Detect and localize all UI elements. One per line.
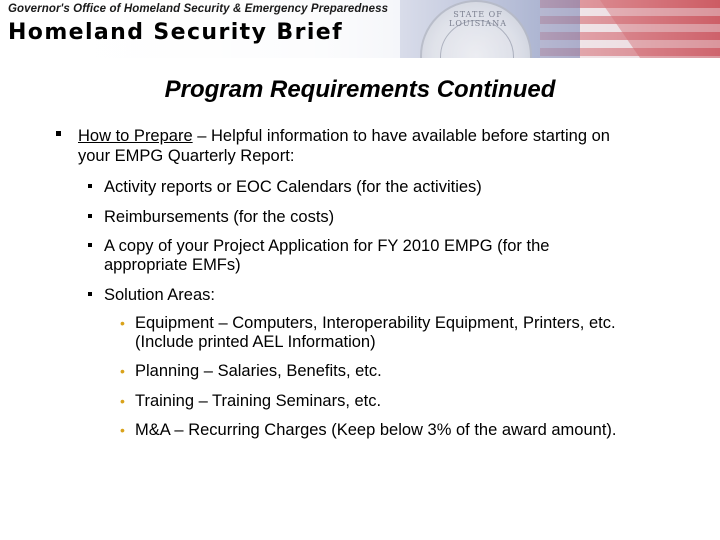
sub-item: Training – Training Seminars, etc. [135,392,382,410]
intro-line-1 [78,126,610,146]
square-bullet-icon [88,292,92,296]
sub-item-continued: (Include printed AEL Information) [135,333,376,351]
dot-bullet-icon: • [120,315,125,331]
sub-item: M&A – Recurring Charges (Keep below 3% of the award amount). [135,421,617,439]
sub-item: Equipment – Computers, Interoperability Equipment, Printers, etc. [135,314,616,332]
sub-item: Planning – Salaries, Benefits, etc. [135,362,382,380]
list-item: Activity reports or EOC Calendars (for the activities) [104,178,482,196]
square-bullet-icon [56,131,61,136]
square-bullet-icon [88,214,92,218]
list-item-continued: appropriate EMFs) [104,256,241,274]
dot-bullet-icon: • [120,393,125,409]
dot-bullet-icon: • [120,422,125,438]
intro-rest: – Helpful information to have available before starting on [192,127,610,145]
office-name: Governor's Office of Homeland Security & Emergency Preparedness [8,3,389,15]
intro-line-2: your EMPG Quarterly Report: [78,147,295,165]
list-item: A copy of your Project Application for FY 2010 EMPG (for the [104,237,550,255]
seal-text: STATE OF LOUISIANA [449,10,507,28]
dot-bullet-icon: • [120,363,125,379]
list-item: Solution Areas: [104,286,215,304]
page-title: Program Requirements Continued [164,76,556,103]
square-bullet-icon [88,243,92,247]
list-item: Reimbursements (for the costs) [104,208,335,226]
brief-title: Homeland Security Brief [8,20,344,45]
square-bullet-icon [88,184,92,188]
how-to-prepare-label: How to Prepare [78,127,193,145]
